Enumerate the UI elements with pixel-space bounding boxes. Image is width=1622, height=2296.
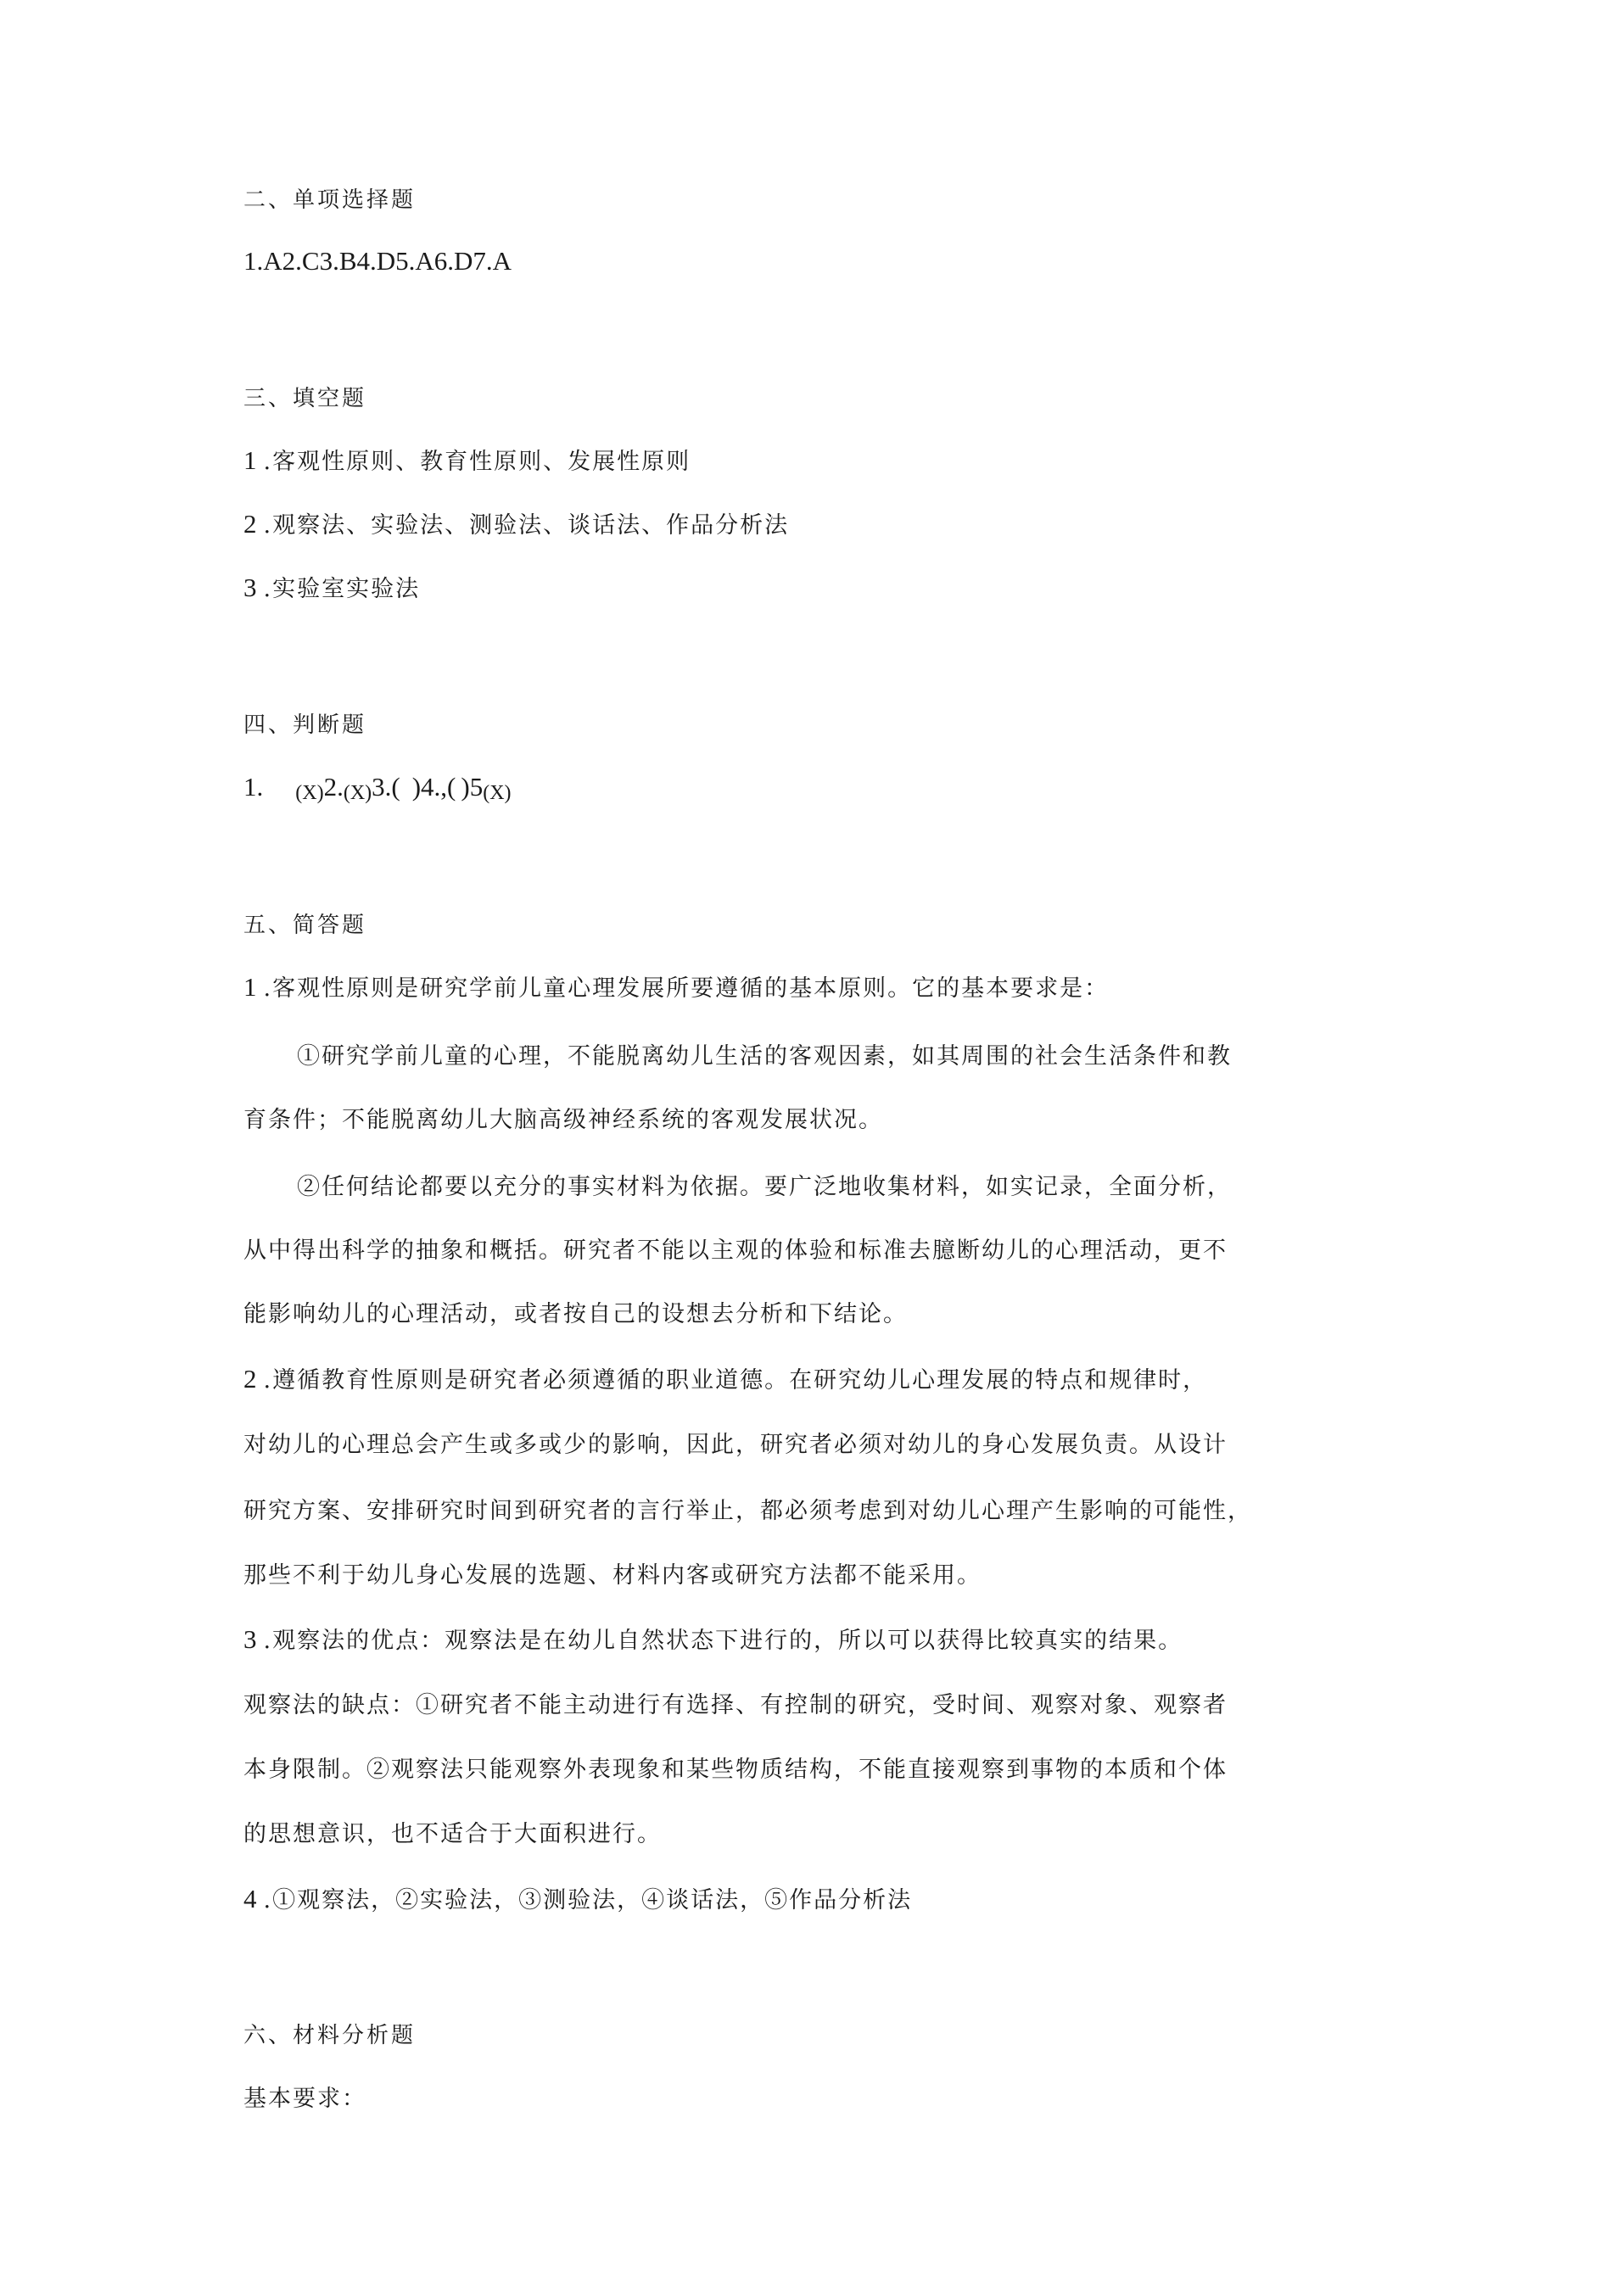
short-answer-q1-intro [243, 972, 1109, 1004]
tf-part: (X) [483, 782, 512, 804]
section-heading-material-analysis: 六、材料分析题 [243, 2023, 417, 2048]
short-answer-q4 [243, 1884, 912, 1916]
item-number: 2 [243, 1364, 257, 1394]
short-answer-q1-point2-line1: ②任何结论都要以充分的事实材料为依据。要广泛地收集材料，如实记录，全面分析， [297, 1174, 1232, 1200]
short-answer-q3-line4: 的思想意识，也不适合于大面积进行。 [243, 1821, 662, 1847]
single-choice-answers: 1.A2.C3.B4.D5.A6.D7.A [243, 246, 512, 276]
fill-blank-item-3 [243, 573, 420, 605]
item-text: .实验室实验法 [263, 576, 421, 602]
section-heading-true-false: 四、判断题 [243, 712, 367, 738]
tf-part: (X) [295, 782, 324, 804]
tf-part: 3.( [372, 772, 400, 802]
short-answer-q1-point1-line2: 育条件；不能脱离幼儿大脑高级神经系统的客观发展状况。 [243, 1107, 883, 1133]
section-heading-single-choice: 二、单项选择题 [243, 187, 417, 213]
short-answer-q3-line3: 本身限制。②观察法只能观察外表现象和某些物质结构，不能直接观察到事物的本质和个体 [243, 1757, 1228, 1783]
short-answer-q1-point2-line2: 从中得出科学的抽象和概括。研究者不能以主观的体验和标准去臆断幼儿的心理活动，更不 [243, 1237, 1228, 1264]
fill-blank-item-1 [243, 445, 691, 478]
short-answer-q1-point1-line1: ①研究学前儿童的心理，不能脱离幼儿生活的客观因素，如其周围的社会生活条件和教 [297, 1043, 1232, 1070]
short-answer-q2-line4: 那些不利于幼儿身心发展的选题、材料内客或研究方法都不能采用。 [243, 1562, 982, 1589]
tf-part: (X) [343, 782, 372, 804]
short-answer-q2-line2: 对幼儿的心理总会产生或多或少的影响，因此，研究者必须对幼儿的身心发展负责。从设计 [243, 1432, 1228, 1458]
true-false-answers [243, 772, 512, 805]
item-text: .观察法、实验法、测验法、谈话法、作品分析法 [263, 512, 790, 539]
section-heading-short-answer: 五、简答题 [243, 913, 367, 938]
tf-part: 2. [323, 772, 344, 802]
item-number: 4 [243, 1884, 257, 1913]
item-text: .客观性原则、教育性原则、发展性原则 [263, 449, 691, 475]
item-number: 1 [243, 972, 257, 1002]
tf-part: 1. [243, 772, 264, 802]
short-answer-q2-line3: 研究方案、安排研究时间到研究者的言行举止，都必须考虑到对幼儿心理产生影响的可能性， [243, 1498, 1252, 1524]
fill-blank-item-2 [243, 509, 789, 541]
short-answer-q1-point2-line3: 能影响幼儿的心理活动，或者按自己的设想去分析和下结论。 [243, 1301, 908, 1327]
item-text: .①观察法，②实验法，③测验法，④谈话法，⑤作品分析法 [263, 1887, 913, 1913]
item-number: 2 [243, 509, 257, 539]
tf-part: )5 [461, 772, 484, 802]
section-heading-fill-blank: 三、填空题 [243, 386, 367, 411]
short-answer-q2-line1 [243, 1364, 1207, 1396]
item-text: .遵循教育性原则是研究者必须遵循的职业道德。在研究幼儿心理发展的特点和规律时， [263, 1367, 1208, 1394]
short-answer-q3-line1 [243, 1624, 1183, 1656]
item-number: 3 [243, 573, 257, 602]
short-answer-q3-line2: 观察法的缺点：①研究者不能主动进行有选择、有控制的研究，受时间、观察对象、观察者 [243, 1692, 1228, 1718]
item-text: .客观性原则是研究学前儿童心理发展所要遵循的基本原则。它的基本要求是： [263, 975, 1110, 1002]
item-number: 3 [243, 1624, 257, 1654]
tf-part: )4.,( [411, 772, 456, 802]
material-analysis-subheading: 基本要求： [243, 2086, 366, 2112]
item-text: .观察法的优点：观察法是在幼儿自然状态下进行的，所以可以获得比较真实的结果。 [263, 1628, 1183, 1654]
item-number: 1 [243, 445, 257, 475]
